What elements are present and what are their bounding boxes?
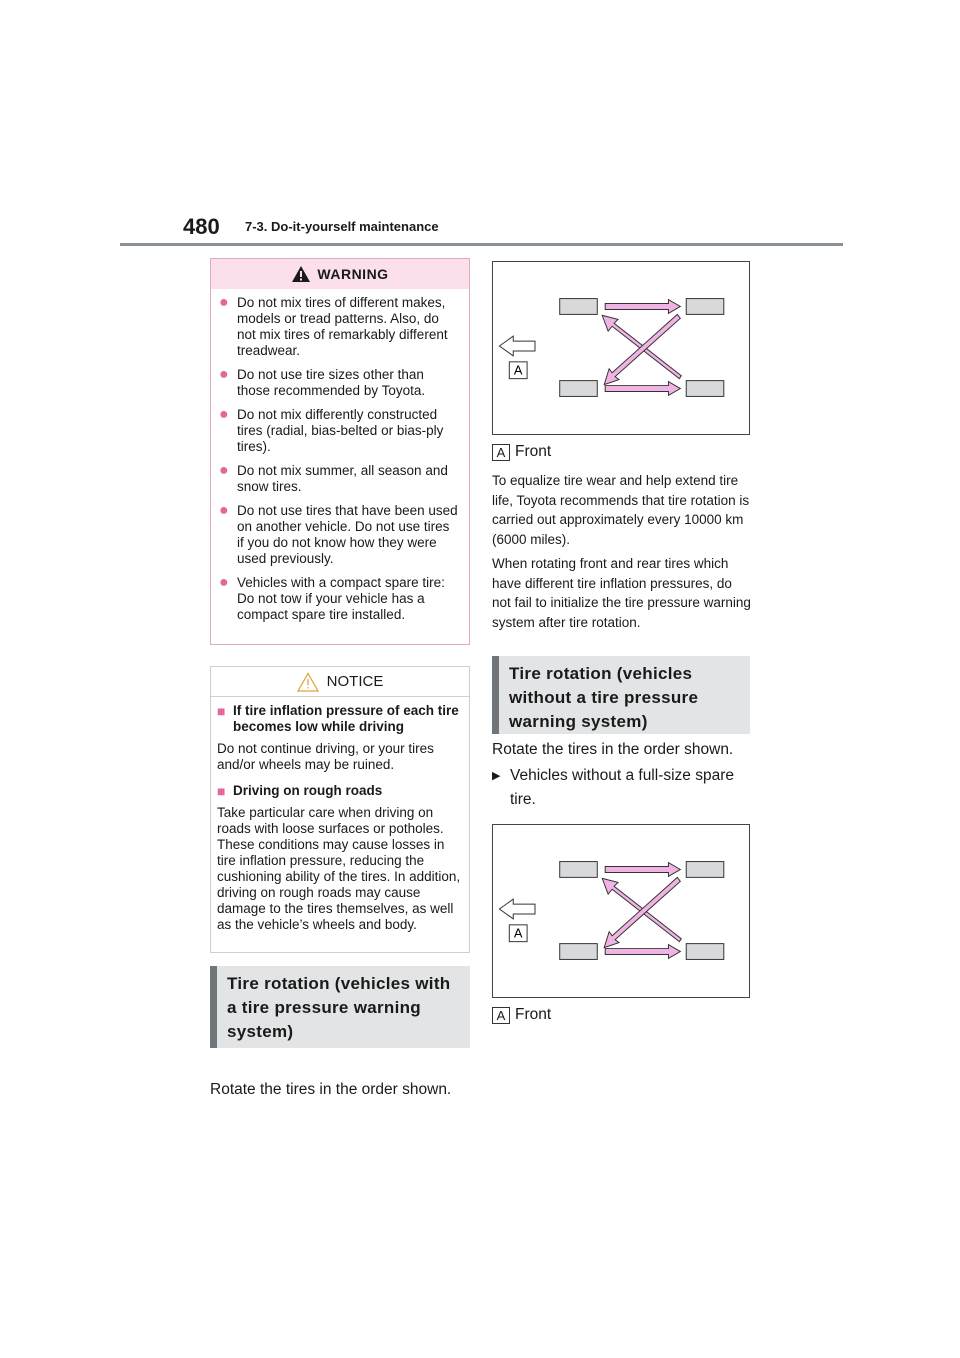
legend-front-1: [492, 443, 551, 461]
warning-triangle-icon: [291, 265, 311, 283]
tire-front-right: [686, 299, 724, 315]
notice-item-title: [217, 703, 463, 735]
caution-triangle-icon: [297, 672, 319, 692]
bullet-dot-icon: ●: [219, 294, 229, 311]
rotation-interval-text: To equalize tire wear and help extend tire life, Toyota recommends that tire rotation is carried out approximately every 10000 km (6000 miles).: [492, 473, 750, 547]
front-direction-arrow: [499, 899, 535, 919]
notice-box: [210, 666, 470, 953]
tire-rear-right: [686, 381, 724, 397]
warning-header: [211, 259, 469, 289]
warning-title: WARNING: [317, 266, 389, 282]
warning-item-text: Do not mix differently constructed tires (radial, bias-belted or bias-ply tires).: [237, 407, 444, 454]
header-divider: [120, 243, 843, 246]
legend-a-badge: A: [492, 1007, 510, 1024]
subheading-with-tpws: Tire rotation (vehicles with a tire pressure warning system): [210, 966, 470, 1048]
diagram-label-a: A: [513, 362, 523, 378]
rotation-arrow-bottom: [605, 945, 680, 959]
warning-item: [219, 295, 459, 359]
bullet-dot-icon: ●: [219, 574, 229, 591]
tire-rotation-diagram-2: [492, 824, 750, 998]
legend-a-badge: A: [492, 444, 510, 461]
warning-item-text: Do not mix summer, all season and snow tires.: [237, 463, 448, 494]
notice-item-text: Take particular care when driving on roads with loose surfaces or potholes. These conditions may cause losses in tire inflation pressure, reducing the cushioning ability of the tires. In addition, driving on rough roads may cause damage to the tires themselves, as well as the vehicle’s wheels and body.: [217, 805, 461, 932]
tire-rear-left: [560, 381, 598, 397]
diagram-label-a: A: [513, 925, 523, 941]
rotate-instruction-right: Rotate the tires in the order shown.: [492, 741, 734, 758]
rotation-arrow-top: [605, 863, 680, 877]
triangle-bullet-icon: ▶: [492, 770, 501, 782]
notice-item-title-text: Driving on rough roads: [233, 783, 383, 798]
legend-front-text: Front: [515, 443, 552, 460]
tire-front-right: [686, 862, 724, 878]
warning-item-text: Do not use tire sizes other than those recommended by Toyota.: [237, 367, 426, 398]
bullet-dot-icon: ●: [219, 462, 229, 479]
notice-item-text: Do not continue driving, or your tires and/or wheels may be ruined.: [217, 741, 434, 772]
warning-list: [211, 289, 469, 623]
warning-item-text: Vehicles with a compact spare tire: Do not tow if your vehicle has a compact spare tire installed.: [237, 575, 445, 622]
square-bullet-icon: ■: [217, 703, 226, 719]
warning-item: [219, 575, 459, 623]
tpws-initialize-text: When rotating front and rear tires which have different tire inflation pressures, do not fail to initialize the tire pressure warning system after tire rotation.: [492, 556, 751, 630]
warning-item-text: Do not mix tires of different makes, models or tread patterns. Also, do not mix tires of remarkably different treadwear.: [237, 295, 448, 358]
tire-rotation-diagram-1: [492, 261, 750, 435]
bullet-no-spare-text: Vehicles without a full-size spare tire.: [510, 767, 735, 808]
notice-item-title-text: If tire inflation pressure of each tire becomes low while driving: [233, 703, 459, 734]
tire-rear-right: [686, 944, 724, 960]
front-direction-arrow: [499, 336, 535, 356]
warning-item: [219, 407, 459, 455]
legend-front-text: Front: [515, 1006, 552, 1023]
warning-item: [219, 463, 459, 495]
legend-front-2: [492, 1006, 551, 1024]
bullet-dot-icon: ●: [219, 366, 229, 383]
rotate-instruction-left: Rotate the tires in the order shown.: [210, 1081, 452, 1098]
warning-item: [219, 503, 459, 567]
notice-body: [211, 697, 469, 933]
page-number: 480: [183, 214, 220, 239]
square-bullet-icon: ■: [217, 783, 226, 799]
subheading-without-tpws: Tire rotation (vehicles without a tire pressure warning system): [492, 656, 750, 734]
tire-front-left: [560, 299, 598, 315]
tire-rear-left: [560, 944, 598, 960]
bullet-dot-icon: ●: [219, 406, 229, 423]
warning-item: [219, 367, 459, 399]
rotation-arrow-top: [605, 300, 680, 314]
section-title: 7-3. Do-it-yourself maintenance: [245, 219, 439, 234]
warning-box: [210, 258, 470, 645]
bullet-no-spare: [492, 764, 754, 812]
notice-title: NOTICE: [326, 673, 384, 690]
rotation-arrow-bottom: [605, 382, 680, 396]
warning-item-text: Do not use tires that have been used on another vehicle. Do not use tires if you do not know how they were used previously.: [237, 503, 458, 566]
notice-header: [211, 667, 469, 697]
tire-front-left: [560, 862, 598, 878]
notice-item-title: [217, 783, 463, 799]
bullet-dot-icon: ●: [219, 502, 229, 519]
